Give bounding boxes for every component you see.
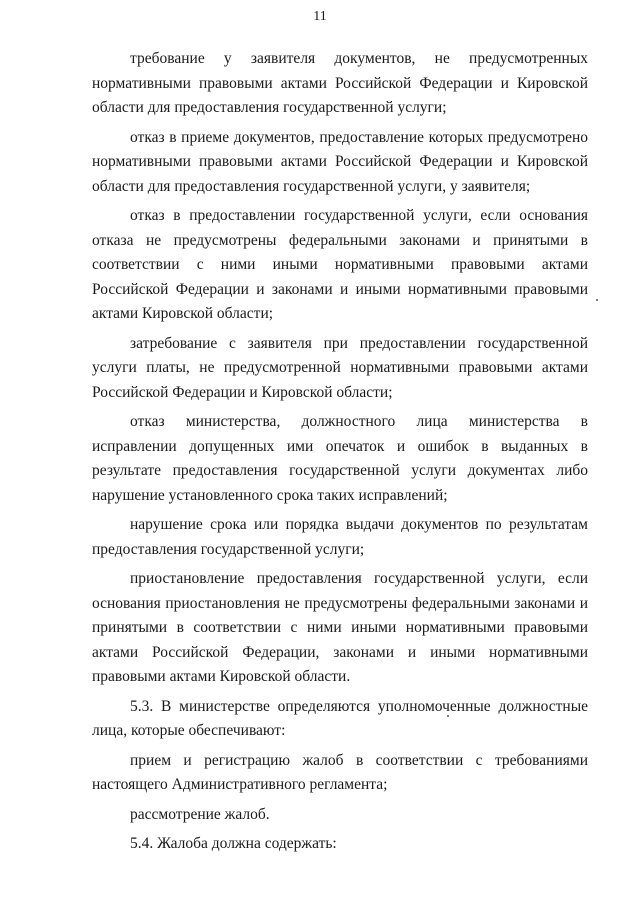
- paragraph-8: 5.3. В министерстве определяются уполномоченные должностные лица, которые обеспечивают:: [92, 697, 588, 739]
- paragraph-4: затребование с заявителя при предоставлении государственной услуги платы, не предусмотренной нормативными правовыми актами Российской Федерации и Кировской области;: [92, 334, 588, 401]
- paragraph-7: приостановление предоставления государственной услуги, если основания приостановления не предусмотрены федеральными законами и принятыми в соответствии с ними иными нормативными правовыми актами Российской Федерации, законами и иными нормативными правовыми актами Кировской области.: [92, 570, 588, 685]
- paragraph-6: нарушение срока или порядка выдачи документов по результатам предоставления государственной услуги;: [92, 516, 588, 558]
- paragraph-3: отказ в предоставлении государственной услуги, если основания отказа не предусмотрены федеральными законами и принятыми в соответствии с ними иными нормативными правовыми актами Российской Федерации и законами и иными нормативными правовыми актами Кировской области;: [92, 207, 588, 322]
- page-number: 11: [313, 9, 327, 24]
- paragraph-10: рассмотрение жалоб.: [130, 805, 270, 823]
- paragraph-9: прием и регистрацию жалоб в соответствии с требованиями настоящего Административного регламента;: [92, 751, 588, 793]
- paragraph-2: отказ в приеме документов, предоставление которых предусмотрено нормативными правовыми актами Российской Федерации и Кировской области для предоставления государственной услуги, у заявителя;: [92, 128, 588, 195]
- scan-speck: [596, 299, 598, 301]
- paragraph-11: 5.4. Жалоба должна содержать:: [130, 835, 337, 852]
- scan-speck: [447, 715, 449, 717]
- paragraph-1: требование у заявителя документов, не предусмотренных нормативными правовыми актами Российской Федерации и Кировской области для предоставления государственной услуги;: [92, 50, 588, 116]
- document-body: [92, 47, 588, 862]
- paragraph-5: отказ министерства, должностного лица министерства в исправлении допущенных ими опечаток и ошибок в выданных в результате предоставления государственной услуги документах либо нарушение установленного срока таких исправлений;: [92, 413, 588, 504]
